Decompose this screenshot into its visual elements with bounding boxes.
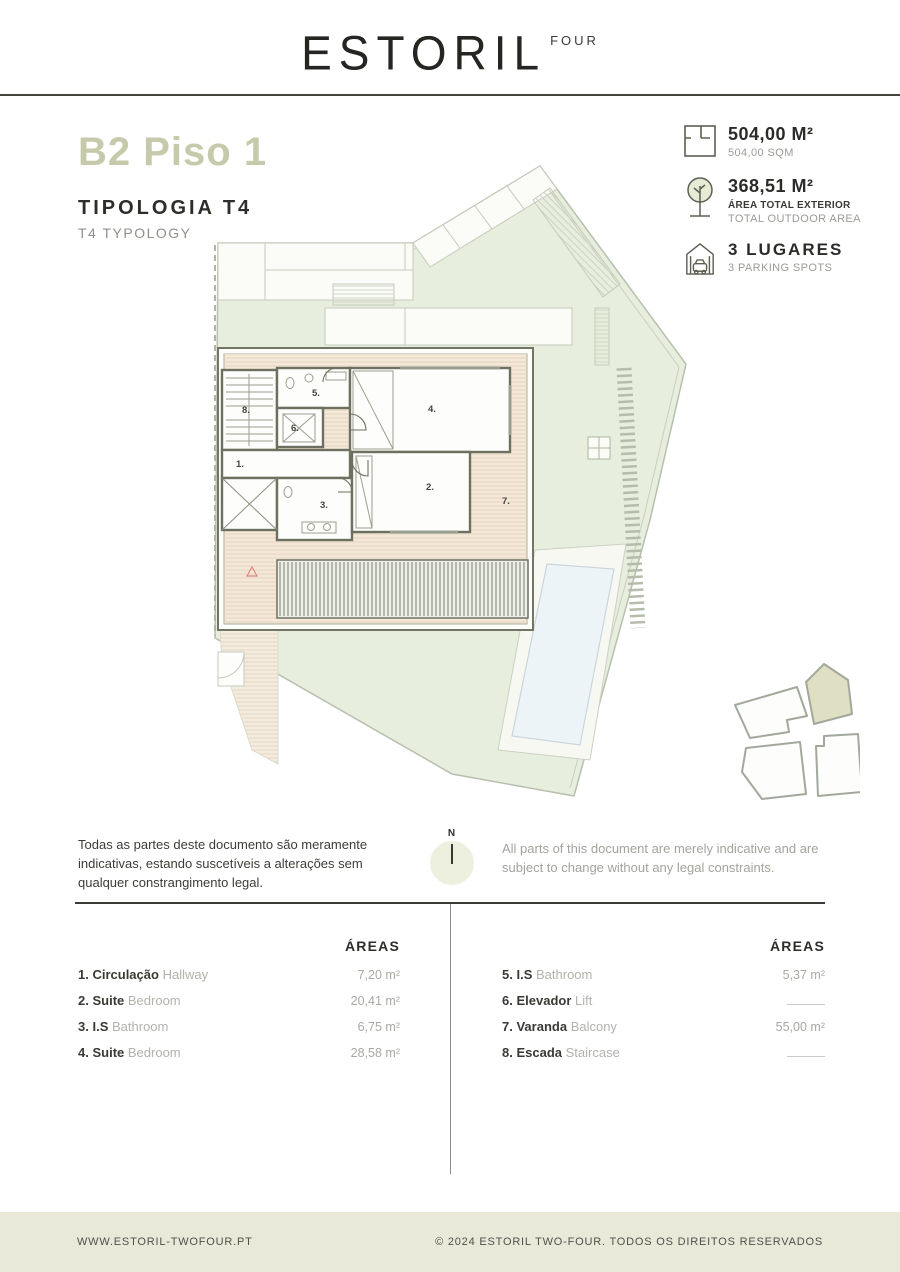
row-num: 2. [78, 993, 89, 1008]
row-name-en: Balcony [570, 1019, 617, 1034]
north-compass [430, 828, 474, 885]
site-key-lot-1 [735, 687, 807, 738]
north-label: N [447, 828, 457, 839]
stat-sub: ÁREA TOTAL EXTERIOR [728, 200, 851, 211]
stat-value: 368,51 M² [728, 176, 814, 196]
row-name-en: Bathroom [112, 1019, 169, 1034]
floor-plan [190, 160, 860, 810]
table-row [502, 993, 825, 1006]
page-title: B2 Piso 1 [78, 130, 268, 174]
brand-logo-sub: FOUR [550, 33, 599, 48]
stat-value: 504,00 M² [728, 124, 814, 144]
site-key-lot-2-highlighted [806, 664, 852, 724]
table-row [502, 967, 825, 980]
row-num: 6. [502, 993, 513, 1008]
row-num: 7. [502, 1019, 513, 1034]
row-name-en: Lift [575, 993, 593, 1008]
path-steps [588, 437, 610, 459]
table-row [78, 1019, 400, 1032]
typology-pt: TIPOLOGIA T4 [78, 197, 253, 219]
row-name-pt: Suite [92, 993, 125, 1008]
svg-text:3.: 3. [320, 500, 328, 511]
disclaimer-en: All parts of this document are merely indicative and are subject to change without any legal constraints. [502, 841, 819, 875]
disclaimer-pt: Todas as partes deste documento são meramente indicativas, estando suscetíveis a alterações sem qualquer constrangimento legal. [78, 837, 368, 890]
svg-text:4.: 4. [428, 404, 436, 415]
svg-text:8.: 8. [242, 405, 250, 416]
row-area: 55,00 m² [775, 1020, 825, 1034]
stat-total-area [684, 124, 864, 163]
rooms [222, 368, 510, 540]
room-suite-2 [352, 452, 470, 532]
footer-website: WWW.ESTORIL-TWOFOUR.PT [77, 1236, 253, 1248]
svg-text:1.: 1. [236, 459, 244, 470]
floorplan-icon [684, 124, 718, 163]
row-num: 8. [502, 1045, 513, 1060]
brand-logo-main: ESTORIL [301, 25, 547, 81]
row-area: 6,75 m² [357, 1020, 400, 1034]
row-area-empty [787, 1047, 825, 1057]
row-num: 3. [78, 1019, 89, 1034]
svg-text:2.: 2. [426, 482, 434, 493]
row-name-pt: I.S [92, 1019, 109, 1034]
svg-text:5.: 5. [312, 388, 320, 399]
row-name-en: Hallway [162, 967, 209, 982]
row-name-en: Bedroom [127, 1045, 181, 1060]
row-name-pt: Suite [92, 1045, 125, 1060]
site-key-lot-3 [742, 742, 806, 799]
row-num: 5. [502, 967, 513, 982]
table-row [502, 1019, 825, 1032]
row-area: 28,58 m² [350, 1046, 400, 1060]
footer [0, 1212, 900, 1272]
column-divider [450, 904, 451, 1174]
svg-text:6.: 6. [291, 423, 299, 434]
stat-sub: 504,00 SQM [728, 147, 794, 159]
table-header: ÁREAS [769, 938, 825, 954]
row-num: 1. [78, 967, 89, 982]
row-area: 7,20 m² [357, 968, 400, 982]
row-name-en: Bedroom [127, 993, 181, 1008]
areas-tables [75, 902, 825, 1174]
row-name-pt: Escada [516, 1045, 563, 1060]
compass-circle [430, 841, 474, 885]
table-row [78, 967, 400, 980]
row-area: 20,41 m² [350, 994, 400, 1008]
areas-table-right [502, 904, 825, 1058]
stat-value: 3 LUGARES [728, 240, 844, 259]
footer-copyright: © 2024 ESTORIL TWO-FOUR. TODOS OS DIREITOS RESERVADOS [435, 1236, 823, 1248]
header-divider [0, 94, 900, 96]
stat-sub: TOTAL OUTDOOR AREA [728, 213, 861, 225]
table-row [78, 993, 400, 1006]
row-name-pt: Varanda [516, 1019, 568, 1034]
room-bathroom-3 [277, 478, 352, 540]
pergola-louvers [247, 560, 528, 618]
side-path [218, 630, 278, 764]
row-num: 4. [78, 1045, 89, 1060]
row-name-pt: Circulação [92, 967, 159, 982]
row-area: 5,37 m² [782, 968, 825, 982]
row-name-en: Bathroom [536, 967, 593, 982]
row-area-empty [787, 995, 825, 1005]
compass-needle [451, 844, 453, 864]
site-key-lot-4 [816, 734, 860, 796]
table-row [502, 1045, 825, 1058]
brand-logo [0, 26, 900, 80]
table-header: ÁREAS [344, 938, 400, 954]
row-name-pt: I.S [516, 967, 533, 982]
table-row [78, 1045, 400, 1058]
row-name-en: Staircase [565, 1045, 620, 1060]
stat-sub: 3 PARKING SPOTS [728, 262, 833, 274]
site-key [735, 664, 860, 799]
svg-text:7.: 7. [502, 496, 510, 507]
areas-table-left [78, 904, 400, 1058]
row-name-pt: Elevador [516, 993, 572, 1008]
typology-en: T4 TYPOLOGY [78, 225, 192, 241]
